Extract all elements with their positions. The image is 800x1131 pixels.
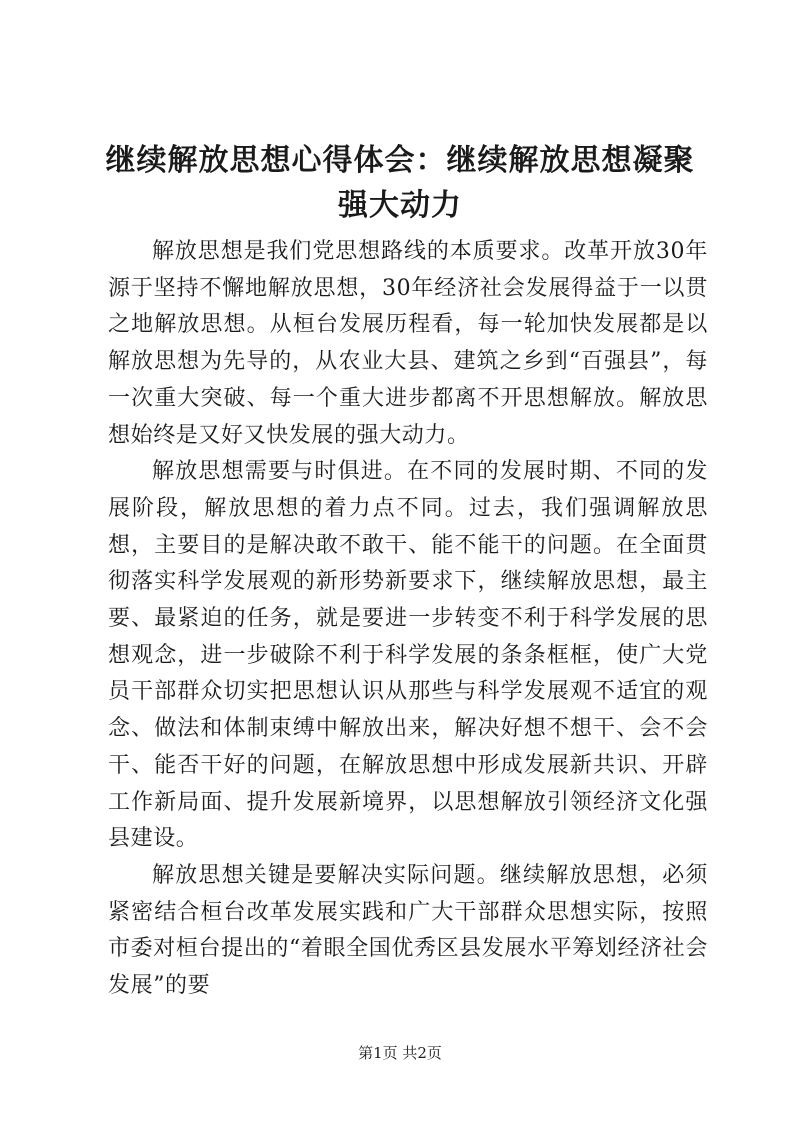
page-footer: 第1页 共2页 (358, 1044, 442, 1062)
paragraph-2: 解放思想需要与时俱进。在不同的发展时期、不同的发展阶段，解放思想的着力点不同。过去，我们强调解放思想，主要目的是解决敢不敢干、能不能干的问题。在全面贯彻落实科学发展观的新形势新要求下，继续解放思想，最主要、最紧迫的任务，就是要进一步转变不利于科学发展的思想观念，进一步破除不利于科学发展的条条框框，使广大党员干部群众切实把思想认识从那些与科学发展观不适宜的观念、做法和体制束缚中解放出来，解决好想不想干、会不会干、能否干好的问题，在解放思想中形成发展新共识、开辟工作新局面、提升发展新境界，以思想解放引领经济文化强县建设。 (108, 459, 708, 852)
paragraph-3: 解放思想关键是要解决实际问题。继续解放思想，必须紧密结合桓台改革发展实践和广大干部群众思想实际，按照市委对桓台提出的“着眼全国优秀区县发展水平筹划经济社会发展”的要 (108, 862, 708, 999)
paragraph-1: 解放思想是我们党思想路线的本质要求。改革开放30年源于坚持不懈地解放思想，30年经济社会发展得益于一以贯之地解放思想。从桓台发展历程看，每一轮加快发展都是以解放思想为先导的，从农业大县、建筑之乡到“百强县”，每一次重大突破、每一个重大进步都离不开思想解放。解放思想始终是又好又快发展的强大动力。 (108, 239, 708, 448)
document-body (108, 234, 708, 1005)
document-title: 继续解放思想心得体会：继续解放思想凝聚强大动力 (105, 143, 695, 223)
